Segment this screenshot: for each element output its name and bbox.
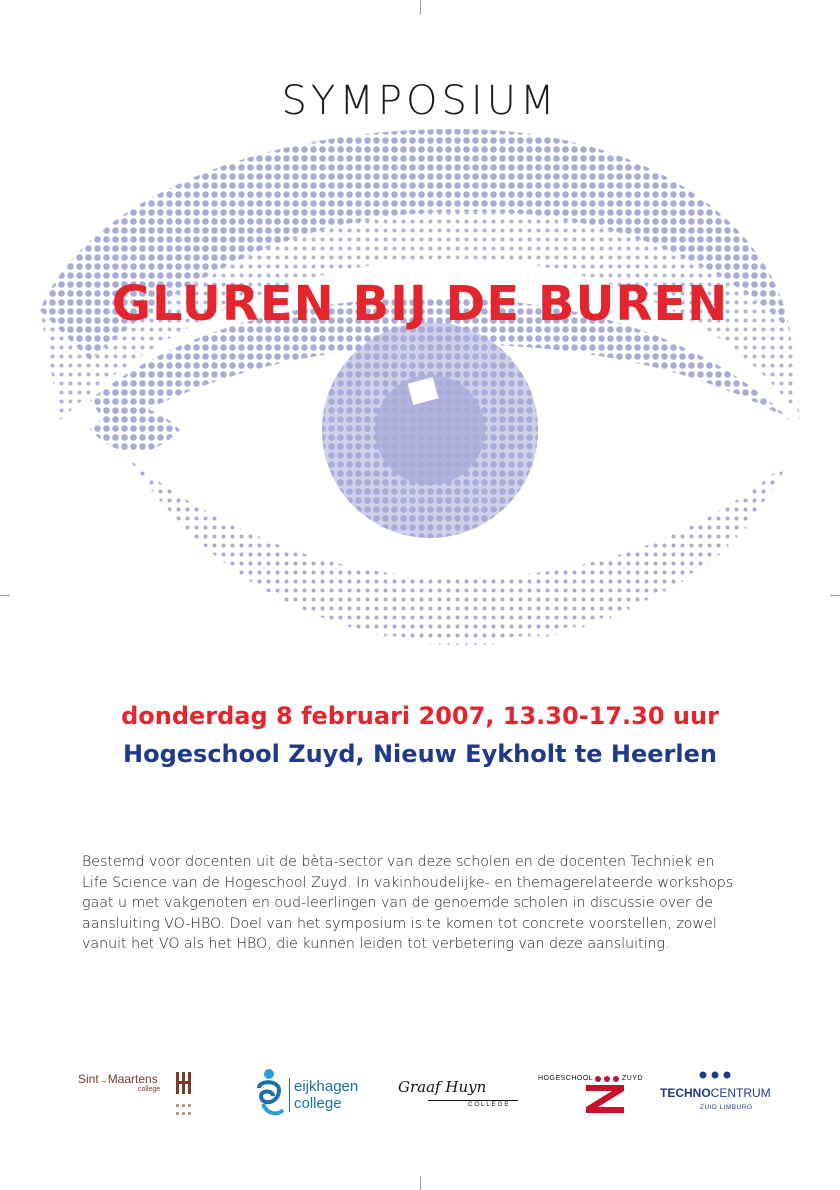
- sint-maartens-sub: college: [138, 1086, 161, 1093]
- technocentrum-logo: [660, 1070, 770, 1118]
- eijkhagen-line2: college: [294, 1095, 342, 1112]
- description-line: gaat u met vakgenoten en oud-leerlingen van de genoemde scholen in discussie over de: [82, 895, 713, 911]
- crop-mark-top: [420, 0, 421, 14]
- description-line: aansluiting VO-HBO. Doel van het symposium is te komen tot concrete voorstellen, zowel: [82, 915, 717, 932]
- hogeschool-zuyd-left: HOGESCHOOL: [538, 1075, 594, 1082]
- technocentrum-dots-icon: [698, 1070, 732, 1080]
- event-date-time: donderdag 8 februari 2007, 13.30-17.30 uur: [121, 702, 719, 730]
- description-line: Bestemd voor docenten uit de bèta-sector van deze scholen en de docenten Techniek en: [82, 854, 715, 870]
- hogeschool-zuyd-dots-icon: [594, 1075, 620, 1083]
- description-line: Life Science van de Hogeschool Zuyd. In vakinhoudelijke- en themagerelateerde workshops: [82, 874, 734, 891]
- crop-mark-bottom: [420, 1176, 421, 1190]
- description-paragraph: [82, 852, 772, 955]
- eijkhagen-line1: eijkhagen: [294, 1078, 359, 1095]
- graaf-huyn-sub: COLLEGE: [468, 1102, 511, 1108]
- hogeschool-zuyd-right: ZUYD: [622, 1075, 644, 1082]
- technocentrum-name-a: TECHNO: [660, 1086, 711, 1100]
- description-line: vanuit het VO als het HBO, die kunnen leiden tot verbetering van deze aansluiting.: [82, 936, 670, 952]
- poster-headline: GLUREN BIJ DE BUREN: [111, 276, 729, 332]
- sint-maartens-name-part1: Sint: [78, 1072, 99, 1086]
- sint-maartens-mark-icon: [174, 1072, 194, 1122]
- sint-maartens-name-part2: Maartens: [107, 1072, 158, 1086]
- graaf-huyn-rule: [428, 1100, 518, 1101]
- hogeschool-zuyd-z-icon: [584, 1085, 626, 1113]
- crop-mark-left: [0, 595, 10, 596]
- crop-mark-right: [830, 595, 840, 596]
- eijkhagen-figure-icon: [255, 1066, 285, 1118]
- sint-maartens-arrow: →: [98, 1075, 108, 1085]
- eye-icon: [30, 100, 820, 660]
- technocentrum-sub: ZUID LIMBURG: [700, 1104, 753, 1111]
- technocentrum-name-b: CENTRUM: [710, 1086, 771, 1100]
- event-venue: Hogeschool Zuyd, Nieuw Eykholt te Heerlen: [123, 740, 717, 768]
- graaf-huyn-name: Graaf Huyn: [398, 1078, 487, 1096]
- sint-maartens-logo: [78, 1072, 198, 1122]
- hogeschool-zuyd-logo: [538, 1075, 644, 1115]
- eijkhagen-logo: [255, 1066, 365, 1120]
- symposium-kicker: SYMPOSIUM: [281, 78, 559, 124]
- graaf-huyn-logo: [398, 1078, 523, 1112]
